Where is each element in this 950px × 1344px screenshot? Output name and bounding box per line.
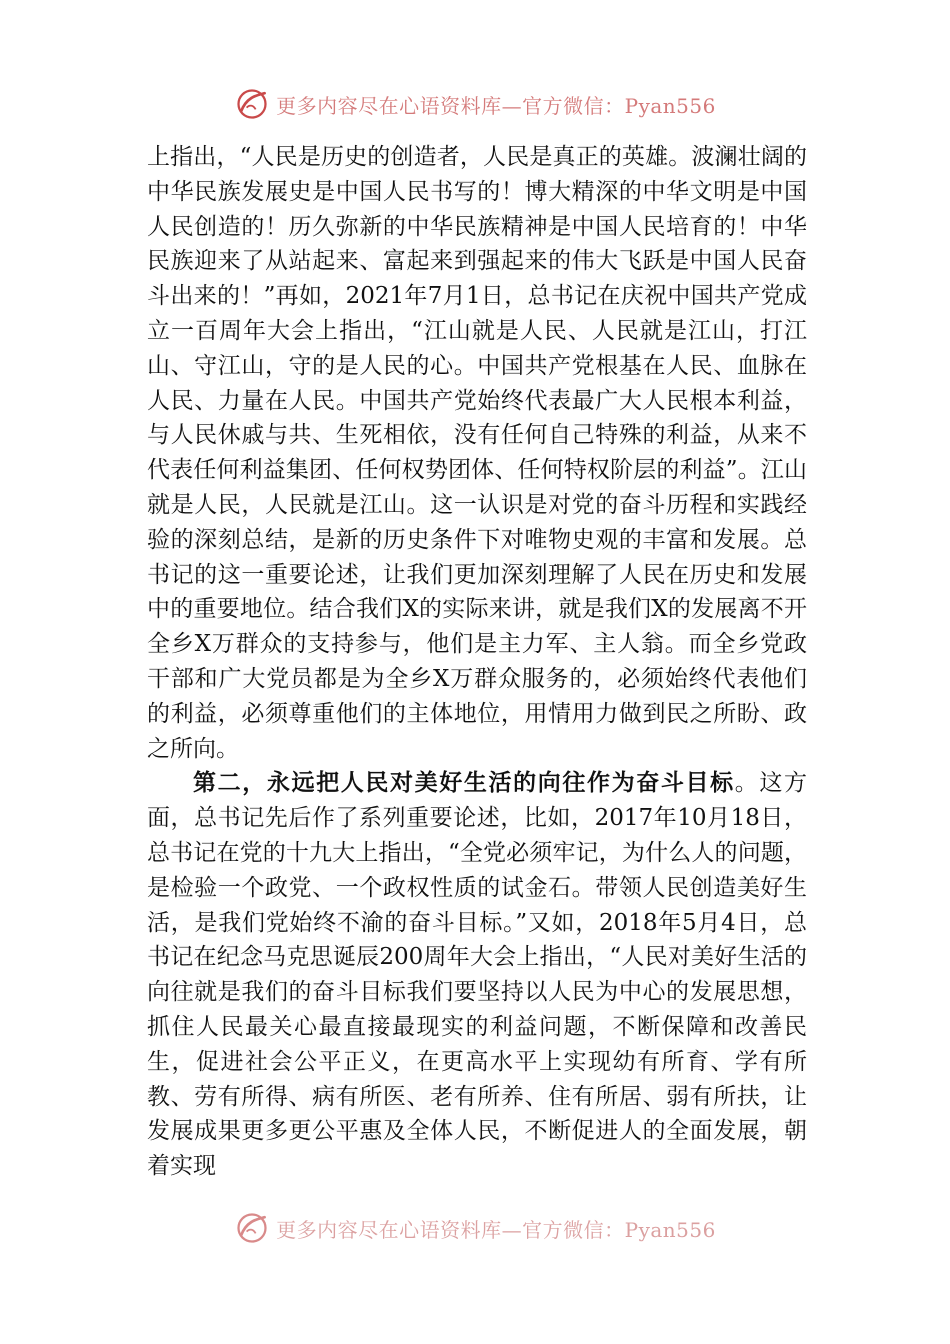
- header-watermark: [0, 82, 950, 126]
- footer-watermark: [0, 1208, 950, 1248]
- paragraph-1: 上指出，“人民是历史的创造者，人民是真正的英雄。波澜壮阔的中华民族发展史是中国人民书写的！博大精深的中华文明是中国人民创造的！历久弥新的中华民族精神是中国人民培育的！中华民族迎来了从站起来、富起来到强起来的伟大飞跃是中国人民奋斗出来的！”再如，2021年7月1日，总书记在庆祝中国共产党成立一百周年大会上指出，“江山就是人民、人民就是江山，打江山、守江山，守的是人民的心。中国共产党根基在人民、血脉在人民、力量在人民。中国共产党始终代表最广大人民根本利益，与人民休戚与共、生死相依，没有任何自己特殊的利益，从来不代表任何利益集团、任何权势团体、任何特权阶层的利益”。江山就是人民，人民就是江山。这一认识是对党的奋斗历程和实践经验的深刻总结，是新的历史条件下对唯物史观的丰富和发展。总书记的这一重要论述，让我们更加深刻理解了人民在历史和发展中的重要地位。结合我们X的实际来讲，就是我们X的发展离不开全乡X万群众的支持参与，他们是主力军、主人翁。而全乡党政干部和广大党员都是为全乡X万群众服务的，必须始终代表他们的利益，必须尊重他们的主体地位，用情用力做到民之所盼、政之所向。: [147, 144, 807, 762]
- document-body: [147, 140, 807, 1184]
- paragraph-2-text: 。这方面，总书记先后作了系列重要论述，比如，2017年10月18日，总书记在党的十九大上指出，“全党必须牢记，为什么人的问题，是检验一个政党、一个政权性质的试金石。带领人民创造美好生活，是我们党始终不渝的奋斗目标。”又如，2018年5月4日，总书记在纪念马克思诞辰200周年大会上指出，“人民对美好生活的向往就是我们的奋斗目标我们要坚持以人民为中心的发展思想，抓住人民最关心最直接最现实的利益问题，不断保障和改善民生，促进社会公平正义，在更高水平上实现幼有所育、学有所教、劳有所得、病有所医、老有所养、住有所居、弱有所扶，让发展成果更多更公平惠及全体人民，不断促进人的全面发展，朝着实现: [147, 770, 807, 1180]
- watermark-group: [234, 86, 716, 122]
- seal-logo-icon: [234, 1210, 270, 1246]
- footer-watermark-group: [234, 1210, 716, 1246]
- paragraph-2-heading: 第二，永远把人民对美好生活的向往作为奋斗目标: [193, 769, 735, 797]
- seal-logo-icon: [234, 86, 270, 122]
- paragraph-2: [147, 766, 807, 1184]
- header-watermark-text: 更多内容尽在心语资料库—官方微信：Pyan556: [276, 93, 716, 118]
- footer-watermark-text: 更多内容尽在心语资料库—官方微信：Pyan556: [276, 1217, 716, 1242]
